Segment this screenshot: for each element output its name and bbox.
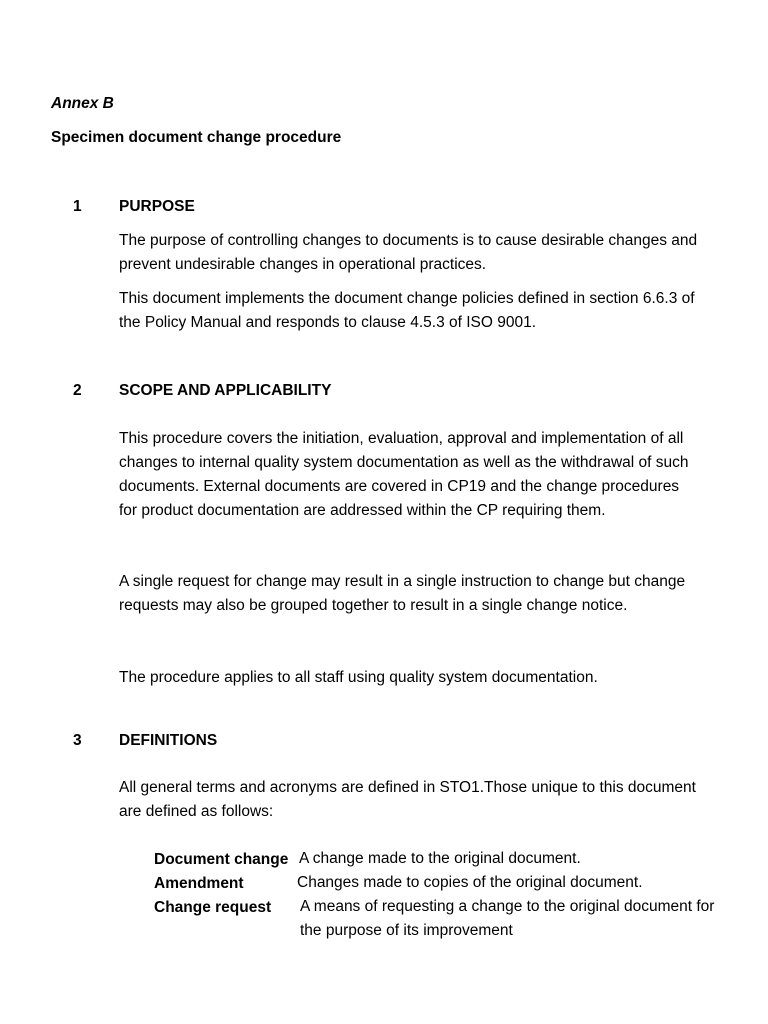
section-1-title: PURPOSE — [119, 198, 195, 215]
section-3-paragraph-1: All general terms and acronyms are defined in STO1.Those unique to this document are defined as follows: — [119, 779, 696, 820]
section-3-number: 3 — [73, 732, 82, 749]
definition-text-amendment: Changes made to copies of the original document. — [297, 874, 643, 891]
section-2-number: 2 — [73, 382, 82, 399]
section-1-paragraph-2: This document implements the document change policies defined in section 6.6.3 of the Policy Manual and responds to clause 4.5.3 of ISO 9001. — [119, 290, 695, 331]
section-2-paragraph-1: This procedure covers the initiation, evaluation, approval and implementation of all changes to internal quality system documentation as well as the withdrawal of such documents. External documents are covered in CP19 and the change procedures for product documentation are addressed within the CP requiring them. — [119, 430, 689, 519]
section-2-paragraph-2: A single request for change may result in a single instruction to change but change requests may also be grouped together to result in a single change notice. — [119, 573, 686, 614]
document-title: Specimen document change procedure — [51, 129, 342, 146]
section-1-number: 1 — [73, 198, 82, 215]
section-2-paragraph-3: The procedure applies to all staff using quality system documentation. — [119, 669, 598, 686]
definition-text-change-request-line-2: the purpose of its improvement — [300, 922, 513, 939]
definition-term-change-request: Change request — [154, 899, 272, 916]
definition-text-change-request-line-1: A means of requesting a change to the original document for — [300, 898, 715, 915]
annex-label: Annex B — [51, 95, 114, 112]
section-2-title: SCOPE AND APPLICABILITY — [119, 382, 332, 399]
definition-text-document-change: A change made to the original document. — [299, 850, 581, 867]
definition-term-document-change: Document change — [154, 851, 289, 868]
section-1-paragraph-1: The purpose of controlling changes to documents is to cause desirable changes and prevent undesirable changes in operational practices. — [119, 232, 698, 273]
definition-term-amendment: Amendment — [154, 875, 244, 892]
section-3-title: DEFINITIONS — [119, 732, 218, 749]
